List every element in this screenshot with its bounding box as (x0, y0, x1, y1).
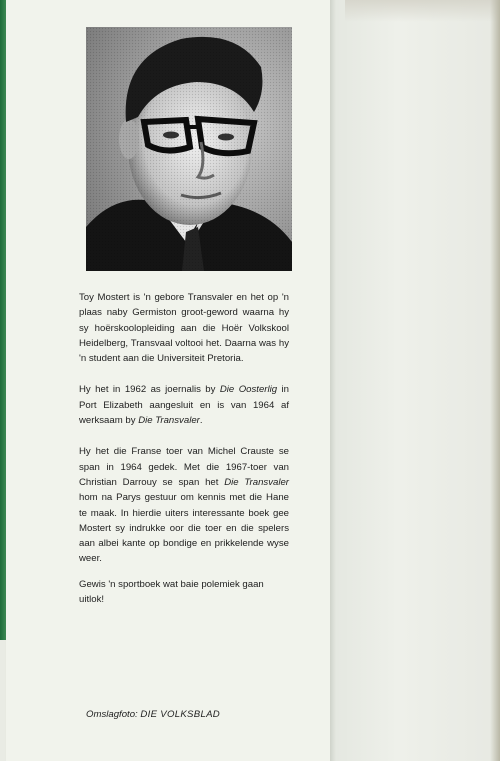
bio-paragraph-1: Toy Mostert is 'n gebore Transvaler en het op 'n plaas naby Germiston groot-geword waarna hy sy hoërskoolopleiding aan die Hoër Volkskool Heidelberg, Transvaal voltooi het. Daarna was hy 'n student aan die Universiteit Pretoria. (79, 292, 289, 365)
author-portrait (86, 27, 292, 271)
newspaper-title: Die Transvaler (138, 415, 200, 427)
credit-source: DIE VOLKSBLAD (140, 709, 221, 720)
bio-text: Hy het in 1962 as joernalis by (79, 384, 220, 396)
bio-paragraph-3 (79, 444, 289, 566)
bio-paragraph-2 (79, 382, 289, 428)
bio-text: hom na Parys gestuur om kennis met die Hane te maak. In hierdie uiters interessante boek gee Mostert sy indrukke oor die toer en die spelers aan albei kante op bondige en prikkelende wyse weer. (79, 492, 289, 565)
newspaper-title: Die Oosterlig (219, 384, 278, 396)
jacket-wear-mark (345, 0, 500, 22)
bio-text: . (199, 415, 203, 427)
credit-label: Omslagfoto: (86, 709, 141, 720)
jacket-fold-area (330, 0, 500, 761)
bio-text: Hy het die Franse toer van Michel Crauste se span in 1964 gedek. Met die 1967-toer van Christian Darrouy se span het (79, 446, 289, 488)
author-biography (79, 290, 289, 623)
right-edge-shadow (490, 0, 500, 761)
bio-paragraph-4: Gewis 'n sportboek wat baie polemiek gaan uitlok! (79, 578, 264, 606)
cover-photo-credit (86, 709, 306, 720)
bio-text: in Port Elizabeth aangesluit en is van 1964 af werksaam by (79, 384, 289, 427)
newspaper-title: Die Transvaler (224, 476, 289, 488)
portrait-photo (86, 27, 292, 271)
